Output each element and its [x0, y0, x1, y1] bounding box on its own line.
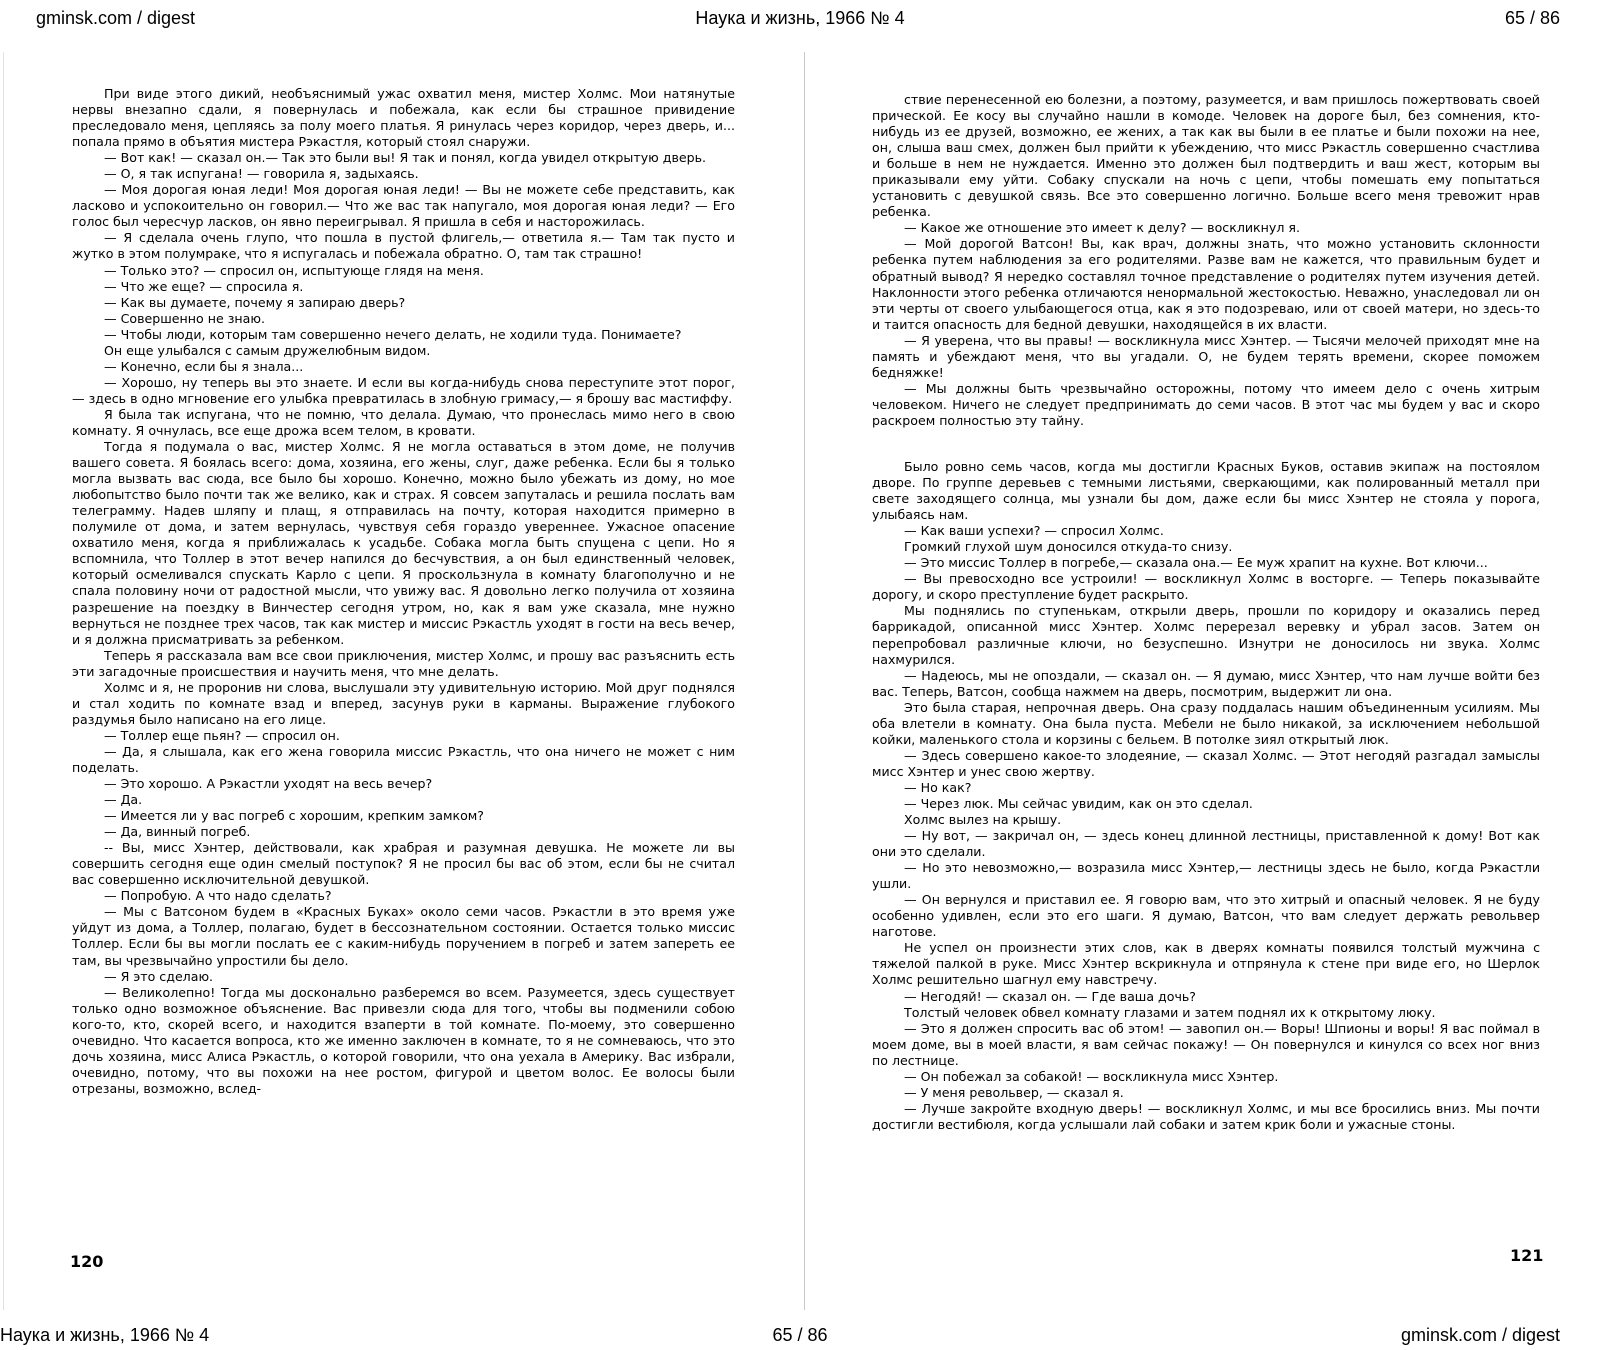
paragraph: — Через люк. Мы сейчас увидим, как он это сделал. — [904, 795, 1253, 811]
paragraph: — Какое же отношение это имеет к делу? — воскликнул я. — [904, 220, 1300, 236]
paragraph: Тогда я подумала о вас, мистер Холмс. Я не могла оставаться в этом доме, не получив вашего совета. Я боялась всего: дома, хозяина, его жены, слуг, даже ребенка. Если бы я только могла вызвать вас сюда, все было бы хорошо. Конечно, можно было убежать из дому, но мое любопытство было почти так же велико, как и страх. Я совсем запуталась и решила послать вам телеграмму. Надев шляпу и плащ, я отправилась на почту, которая находится примерно в полумиле от дома, и затем вернулась, чувствуя себя гораздо увереннее. Ужасное опасение охватило меня, когда я приближалась к усадьбе. Собака могла быть спущена с цепи. Но я вспомнила, что Толлер в этот вечер напился до бесчувствия, а он был единственный человек, который осмеливался спускать Карло с цепи. Я проскользнула в комнату благополучно и не спала половину ночи от радостной мысли, что увижу вас. Я довольно легко получила от хозяина разрешение на поездку в Винчестер сегодня утром, но, как я вам уже сказала, мне нужно вернуться не позднее трех часов, так как мистер и миссис Рэкастль уходят в гости на весь вечер, и я должна присматривать за ребенком. — [72, 439, 735, 647]
paragraph: — Только это? — спросил он, испытующе глядя на меня. — [104, 262, 484, 278]
paragraph: — Что же еще? — спросила я. — [104, 278, 304, 294]
paragraph: При виде этого дикий, необъяснимый ужас охватил меня, мистер Холмс. Мои натянутые нервы внезапно сдали, я повернулась и побежала, как если бы страшное привидение преследовало меня, цепляясь за полу моего платья. Я ринулась через коридор, через дверь, и... попала прямо в объятия мистера Рэкастля, который стоял снаружи. — [72, 86, 735, 150]
paragraph: Он еще улыбался с самым дружелюбным видом. — [104, 342, 431, 358]
paragraph: ствие перенесенной ею болезни, а поэтому, разумеется, и вам пришлось пожертвовать своей прической. Ее косу вы случайно нашли в комоде. Человек на дороге был, без сомнения, кто-нибудь из ее друзей, возможно, ее жених, а так как вы были в ее платье и были похожи на нее, он, слыша ваш смех, должен был прийти к убеждению, что мисс Рэкастль совершенно счастлива и больше в нем не нуждается. Именно это должен был подтвердить и ваш жест, которым вы приказывали ему уйти. Собаку спускали на ночь с цепи, чтобы помешать ему попытаться установить с девушкой связь. Все это совершенно логично. Больше всего меня тревожит нрав ребенка. — [872, 92, 1540, 220]
left-page-text — [72, 86, 735, 1097]
paragraph: — Чтобы люди, которым там совершенно нечего делать, не ходили туда. Понимаете? — [104, 326, 682, 342]
paragraph: Не успел он произнести этих слов, как в дверях комнаты появился толстый мужчина с тяжелой палкой в руке. Мисс Хэнтер вскрикнула и отпрянула к стене при виде его, но Шерлок Холмс решительно шагнул ему навстречу. — [872, 940, 1540, 988]
paragraph: — Как ваши успехи? — спросил Холмс. — [904, 523, 1164, 539]
paragraph: — Имеется ли у вас погреб с хорошим, крепким замком? — [104, 808, 484, 824]
paragraph: — Да, винный погреб. — [104, 824, 251, 840]
page-edge-line — [3, 52, 4, 1310]
paragraph: — О, я так испугана! — говорила я, задыхаясь. — [104, 166, 419, 182]
paragraph: — Здесь совершено какое-то злодеяние, — сказал Холмс. — Этот негодяй разгадал замыслы мисс Хэнтер и унес свою жертву. — [872, 747, 1540, 779]
paragraph: — Да. — [104, 792, 143, 808]
paragraph: — Да, я слышала, как его жена говорила миссис Рэкастль, что она ничего не может с ним поделать. — [72, 743, 735, 775]
paragraph: Это была старая, непрочная дверь. Она сразу поддалась нашим объединенным усилиям. Мы оба влетели в комнату. Она была пуста. Мебели не было никакой, за исключением небольшой койки, маленького стола и корзины с бельем. В потолке зиял открытый люк. — [872, 699, 1540, 747]
paragraph: Холмс вылез на крышу. — [904, 812, 1062, 828]
paragraph: — Конечно, если бы я знала... — [104, 358, 304, 374]
paragraph: — Он вернулся и приставил ее. Я говорю вам, что это хитрый и опасный человек. Я не буду особенно удивлен, если это его шаги. Я думаю, Ватсон, что вам следует держать револьвер наготове. — [872, 892, 1540, 940]
viewer-header — [0, 0, 1600, 34]
paragraph: Теперь я рассказала вам все свои приключения, мистер Холмс, и прошу вас разъяснить есть эти загадочные происшествия и научить меня, что мне делать. — [72, 647, 735, 679]
footer-document-title: Наука и жизнь, 1966 № 4 — [0, 1325, 210, 1345]
paragraph: — Надеюсь, мы не опоздали, — сказал он. — Я думаю, мисс Хэнтер, что нам лучше войти без вас. Теперь, Ватсон, сообща нажмем на дверь, посмотрим, выдержит ли она. — [872, 667, 1540, 699]
left-page-number: 120 — [70, 1252, 104, 1271]
paragraph: -- Вы, мисс Хэнтер, действовали, как храбрая и разумная девушка. Не можете ли вы совершить сегодня еще один смелый поступок? Я не просил бы вас об этом, если бы не считал вас совершенно исключительной девушкой. — [72, 840, 735, 888]
section-break — [872, 429, 1540, 459]
paragraph: — Мой дорогой Ватсон! Вы, как врач, должны знать, что можно установить склонности ребенка путем наблюдения за его родителями. Разве вам не кажется, что правильным будет и обратный вывод? Я нередко составлял точное представление о родителях путем изучения детей. Наклонности этого ребенка отличаются ненормальной жестокостью. Неважно, унаследовал ли он эти черты от своего улыбающегося отца, как я это подозреваю, или от своей матери, но здесь-то и таится опасность для бедной девушки, находящейся в их власти. — [872, 236, 1540, 332]
paragraph: — Попробую. А что надо сделать? — [104, 888, 332, 904]
paragraph: — Совершенно не знаю. — [104, 310, 265, 326]
paragraph: Было ровно семь часов, когда мы достигли Красных Буков, оставив экипаж на постоялом дворе. По группе деревьев с темными листьями, сверкающими, как полированный металл при свете заходящего солнца, мы узнали бы дом, даже если бы мисс Хэнтер не стояла у порога, улыбаясь нам. — [872, 458, 1540, 523]
paragraph: — Но это невозможно,— возразила мисс Хэнтер,— лестницы здесь не было, когда Рэкастли ушли. — [872, 860, 1540, 892]
paragraph: — Я это сделаю. — [104, 968, 214, 984]
paragraph: — У меня револьвер, — сказал я. — [904, 1084, 1124, 1100]
footer-page-counter: 65 / 86 — [772, 1325, 828, 1345]
right-page-section-2 — [872, 459, 1540, 1133]
paragraph: Мы поднялись по ступенькам, открыли дверь, прошли по коридору и оказались перед баррикадой, описанной мисс Хэнтер. Холмс перерезал веревку и убрал засов. Затем он перепробовал различные ключи, но безуспешно. Изнутри не доносилось ни звука. Холмс нахмурился. — [872, 603, 1540, 667]
paragraph: Толстый человек обвел комнату глазами и затем поднял их к открытому люку. — [904, 1004, 1436, 1020]
paragraph: — Это я должен спросить вас об этом! — завопил он.— Воры! Шпионы и воры! Я вас поймал в моем доме, вы в моей власти, я вам сейчас покажу! — Он повернулся и кинулся со всех ног вниз по лестнице. — [872, 1020, 1540, 1068]
paragraph: — Великолепно! Тогда мы досконально разберемся во всем. Разумеется, здесь существует только одно возможное объяснение. Вас привезли сюда для того, чтобы вы подменили собою кого-то, кто, скорей всего, и находится взаперти в той комнате. По-моему, это совершенно очевидно. Что касается вопроса, кто же именно заключен в комнате, то я не сомневаюсь, что это дочь хозяина, мисс Алиса Рэкастль, о которой говорили, что она уехала в Америку. Вас избрали, очевидно, потому, что вы похожи на нее ростом, фигурой и цветом волос. Ее волосы были отрезаны, возможно, вслед- — [72, 984, 735, 1096]
header-site-label: gminsk.com / digest — [36, 8, 196, 28]
paragraph: Я была так испугана, что не помню, что делала. Думаю, что пронеслась мимо него в свою комнату. Я очнулась, все еще дрожа всем телом, в кровати. — [72, 406, 735, 438]
paragraph: — Он побежал за собакой! — воскликнула мисс Хэнтер. — [904, 1068, 1279, 1084]
header-document-title: Наука и жизнь, 1966 № 4 — [695, 8, 905, 28]
paragraph: — Хорошо, ну теперь вы это знаете. И если вы когда-нибудь снова переступите этот порог, — здесь в одно мгновение его улыбка превратилась в злобную гримасу,— я брошу вас мастиффу. — [72, 374, 735, 406]
paragraph: — Но как? — [904, 779, 972, 795]
spread-gutter-line — [804, 52, 805, 1310]
paragraph: — Я уверена, что вы правы! — воскликнула мисс Хэнтер. — Тысячи мелочей приходят мне на память и убеждают меня, что вы угадали. О, не будем терять времени, скорее поможем бедняжке! — [872, 332, 1540, 380]
paragraph: — Ну вот, — закричал он, — здесь конец длинной лестницы, приставленной к дому! Вот как они это сделали. — [872, 828, 1540, 860]
paragraph: — Вы превосходно все устроили! — воскликнул Холмс в восторге. — Теперь показывайте дорогу, и скоро преступление будет раскрыто. — [872, 571, 1540, 603]
header-page-counter: 65 / 86 — [1504, 8, 1560, 28]
footer-site-label: gminsk.com / digest — [1400, 1325, 1560, 1345]
paragraph: — Это хорошо. А Рэкастли уходят на весь вечер? — [104, 776, 433, 792]
paragraph: — Это миссис Толлер в погребе,— сказала она.— Ее муж храпит на кухне. Вот ключи... — [904, 555, 1488, 571]
paragraph: — Мы с Ватсоном будем в «Красных Буках» около семи часов. Рэкастли в это время уже уйдут из дома, а Толлер, полагаю, будет в бессознательном состоянии. Остается только миссис Толлер. Если бы вы могли послать ее с каким-нибудь поручением в погреб и затем запереть ее там, вы чрезвычайно упростили бы дело. — [72, 904, 735, 968]
right-page-section-1 — [872, 92, 1540, 429]
viewer-footer — [0, 1316, 1600, 1350]
paragraph: — Толлер еще пьян? — спросил он. — [104, 727, 340, 743]
paragraph: — Как вы думаете, почему я запираю дверь? — [104, 294, 406, 310]
paragraph: — Я сделала очень глупо, что пошла в пустой флигель,— ответила я.— Там так пусто и жутко в этом полумраке, что я испугалась и побежала обратно. О, там так страшно! — [72, 230, 735, 262]
paragraph: — Негодяй! — сказал он. — Где ваша дочь? — [904, 988, 1196, 1004]
paragraph: — Мы должны быть чрезвычайно осторожны, потому что имеем дело с очень хитрым человеком. Ничего не следует предпринимать до семи часов. В этот час мы будем у вас и скоро раскроем полностью эту тайну. — [872, 380, 1540, 428]
right-page-number: 121 — [1510, 1246, 1544, 1265]
paragraph: — Вот как! — сказал он.— Так это были вы! Я так и понял, когда увидел открытую дверь. — [104, 150, 707, 166]
paragraph: — Лучше закройте входную дверь! — воскликнул Холмс, и мы все бросились вниз. Мы почти достигли вестибюля, когда услышали лай собаки и затем крик боли и ужасные стоны. — [872, 1100, 1540, 1132]
paragraph: Холмс и я, не проронив ни слова, выслушали эту удивительную историю. Мой друг поднялся и стал ходить по комнате взад и вперед, засунув руки в карманы. Выражение глубокого раздумья было написано на его лице. — [72, 679, 735, 727]
right-page-text — [872, 92, 1540, 1133]
paragraph: — Моя дорогая юная леди! Моя дорогая юная леди! — Вы не можете себе представить, как ласково и успокоительно он говорил.— Что же вас так напугало, моя дорогая юная леди? — Его голос был чересчур ласков, он явно переигрывал. Я пришла в себя и насторожилась. — [72, 182, 735, 230]
paragraph: Громкий глухой шум доносился откуда-то снизу. — [904, 539, 1233, 555]
